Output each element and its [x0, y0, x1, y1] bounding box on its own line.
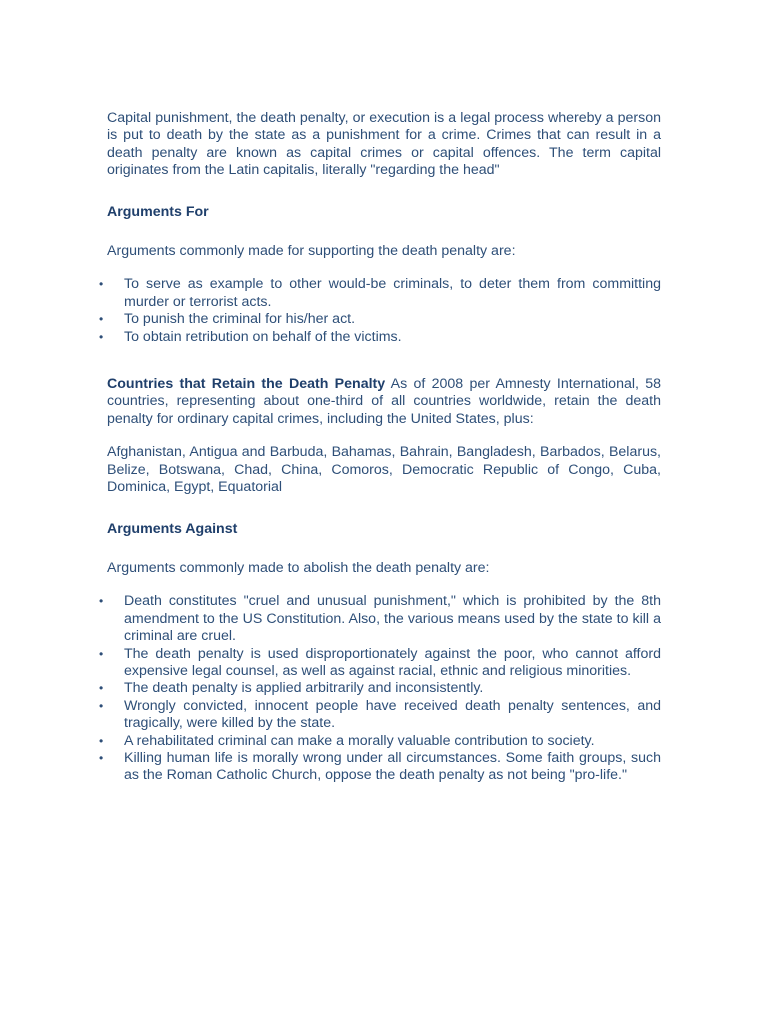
bullet-icon: • [99, 698, 104, 713]
arguments-against-list [99, 593, 661, 784]
bullet-icon: • [99, 681, 104, 696]
list-item-text: The death penalty is used disproportionately against the poor, who cannot afford expensive legal counsel, as well as against racial, ethnic and religious minorities. [124, 645, 661, 679]
bullet-icon: • [99, 312, 104, 327]
arguments-for-list [99, 276, 661, 346]
list-item [99, 680, 661, 697]
intro-paragraph: Capital punishment, the death penalty, or execution is a legal process whereby a person is put to death by the state as a punishment for a crime. Crimes that can result in a death penalty are known as capital crimes or capital offences. The term capital originates from the Latin capitalis, literally "regarding the head" [107, 110, 661, 179]
list-item-text: To punish the criminal for his/her act. [124, 311, 356, 328]
list-item [99, 311, 661, 328]
list-item-text: A rehabilitated criminal can make a morally valuable contribution to society. [124, 732, 595, 749]
bullet-icon: • [99, 646, 104, 661]
retain-text: As of 2008 per Amnesty International, 58 countries, representing about one-third of all countries worldwide, retain the death penalty for ordinary capital crimes, including the United States, plus: [107, 376, 662, 427]
list-item-text: Killing human life is morally wrong under all circumstances. Some faith groups, such as the Roman Catholic Church, oppose the death penalty as not being "pro-life." [124, 749, 661, 784]
bullet-icon: • [99, 733, 104, 748]
bullet-icon: • [99, 277, 104, 292]
list-item-text: The death penalty is applied arbitrarily and inconsistently. [124, 680, 484, 697]
arguments-against-lead: Arguments commonly made to abolish the death penalty are: [107, 559, 490, 576]
list-item-text: Wrongly convicted, innocent people have received death penalty sentences, and tragically, were killed by the state. [124, 697, 661, 732]
list-item [99, 593, 661, 645]
list-item-text: To obtain retribution on behalf of the victims. [124, 328, 402, 345]
list-item [99, 749, 661, 785]
retain-paragraph [107, 376, 661, 428]
bullet-icon: • [99, 750, 104, 765]
arguments-for-lead: Arguments commonly made for supporting the death penalty are: [107, 243, 516, 260]
bullet-icon: • [99, 329, 104, 344]
list-item [99, 697, 661, 733]
arguments-for-heading: Arguments For [107, 203, 209, 220]
list-item [99, 732, 661, 750]
arguments-against-heading: Arguments Against [107, 520, 238, 537]
retain-heading: Countries that Retain the Death Penalty [107, 376, 386, 393]
bullet-icon: • [99, 594, 104, 609]
list-item [99, 276, 661, 311]
document-page [99, 110, 662, 785]
countries-paragraph: Afghanistan, Antigua and Barbuda, Bahamas, Bahrain, Bangladesh, Barbados, Belarus, Belize, Botswana, Chad, China, Comoros, Democratic Republic of Congo, Cuba, Dominica, Egypt, Equatorial [107, 444, 661, 496]
list-item-text: Death constitutes "cruel and unusual punishment," which is prohibited by the 8th amendment to the US Constitution. Also, the various means used by the state to kill a criminal are cruel. [124, 593, 661, 645]
list-item [99, 328, 661, 346]
list-item-text: To serve as example to other would-be criminals, to deter them from committing murder or terrorist acts. [124, 276, 661, 310]
list-item [99, 645, 661, 681]
